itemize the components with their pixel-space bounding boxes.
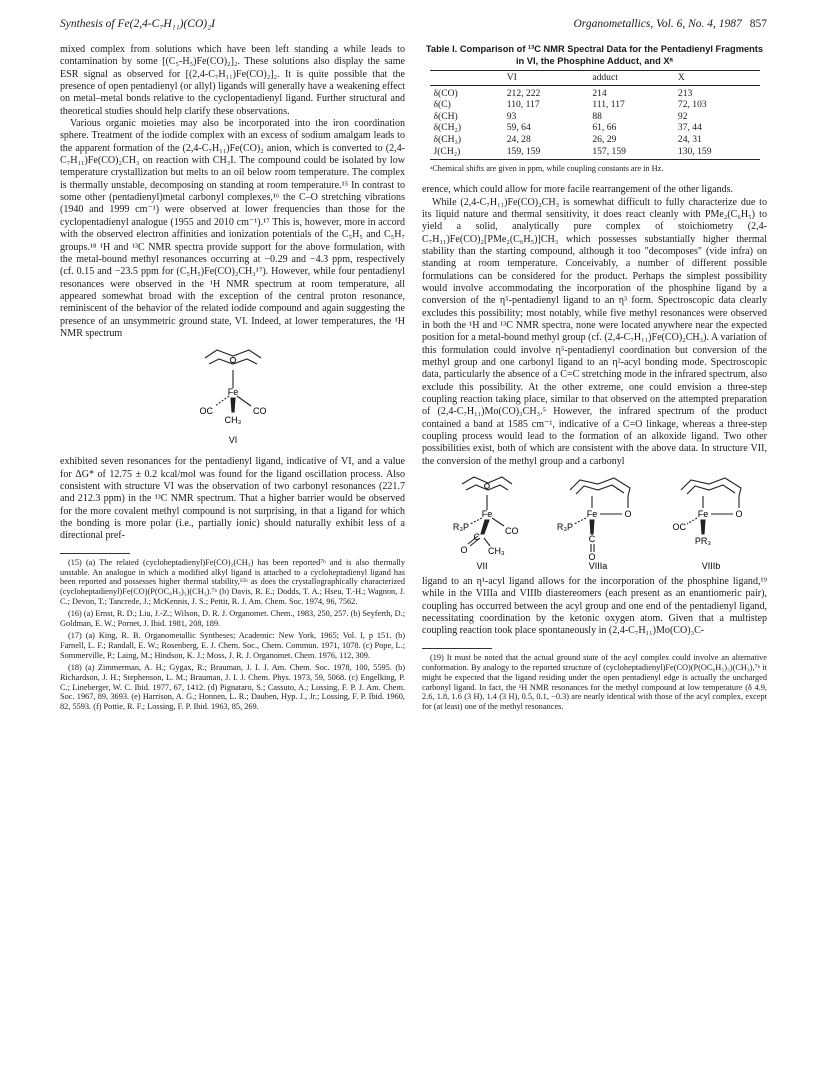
footnotes-left	[60, 558, 405, 713]
running-head-journal	[574, 18, 768, 30]
right-column	[422, 44, 767, 714]
fe-ch3-wedge	[231, 398, 235, 412]
footnote-15: (15) (a) The related (cycloheptadienyl)Fe(CO)₂(CH₃) has been reported⁷ᵇ and is also thermally unstable. An analogue in which a modified alkyl ligand is attached to a cycloheptadienyl ligand has been reported and possesses higher thermal stability,¹⁵ᵇ as does the crystallographically characterized (cycloheptadienyl)Fe(CO)(P(OC₆H₅)₃)(CH₃).⁷ᵇ (b) Davis, R. E.; Dodds, T. A.; Hseu, T.-H.; Wagnon, J. C.; Devon, T.; Tancrede, J.; McKennis, J. S.; Pettit, R. J. Am. Chem. Soc. 1974, 96, 7562.	[60, 557, 405, 607]
ring-center-dot	[230, 358, 235, 363]
atom-o2: O	[587, 552, 596, 563]
atom-c: C	[473, 532, 480, 543]
structure-label-viiib: VIIIb	[701, 561, 721, 572]
paragraph: Various organic moieties may also be incorporated into the iron coordination sphere. Treatment of the iodide complex with an excess of sodium amalgam leads to the apparent formation of the (2,4-C₇H₁₁)Fe(CO)₂ anion, which is converted to (2,4-C₇H₁₁)Fe(CO)₂CH₃ on reaction with CH₃I. The compound could be isolated by low temperature crystallization but melts to an oil below room temperature. The complex is thermally unstable, decomposing on standing at room temperature.¹⁵ In contrast to some other (pentadienyl)metal carbonyl complexes,¹⁶ the C–O stretching vibrations (1940 and 1999 cm⁻¹) were observed at lower frequencies than those for the cyclopentadienyl analogue (1955 and 2010 cm⁻¹).¹⁷ This is, however, more in accord with the observed electron affinities and ionization potentials of the C₅H₅ and C₅H₇ groups.¹⁸ ¹H and ¹³C NMR spectra provide support for the above formulation, with the metal-bound methyl resonances occurring at −0.29 and −4.3 ppm, respectively (cf. 0.15 and −23.5 ppm for (C₅H₅)Fe(CO)₂CH₃¹⁷). However, while four pentadienyl resonances were observed in the ¹H NMR spectrum at room temperature, all appeared somewhat broad with the exception of the central proton resonance, reminiscent of the behavior of the related iodide compound and again suggesting the presence of an unsymmetric ground state, VI. Indeed, at lower temperatures, the ¹H NMR spectrum	[60, 118, 405, 339]
atom-co: CO	[252, 406, 266, 417]
atom-pr3: PR₃	[694, 536, 712, 547]
structure-vii	[432, 474, 532, 572]
nmr-table	[430, 70, 760, 160]
table-header-row	[430, 71, 760, 86]
fe-co-bond	[687, 518, 697, 524]
table-row	[430, 122, 760, 134]
atom-o: O	[460, 545, 468, 556]
atom-r3p: R₃P	[556, 522, 573, 533]
paragraph: While (2,4-C₇H₁₁)Fe(CO)₂CH₃ is somewhat difficult to fully characterize due to its liquid nature and thermal sensitivity, it does react cleanly with PMe₂(C₆H₅) to yield a solid, analytically pure complex of stoichiometry (2,4-C₇H₁₁)Fe(CO)₂[PMe₂(C₆H₅)]CH₃ which possesses substantially higher thermal stability than the starting compound, although it too "decomposes" (vide infra) on standing at room temperature. Conceivably, a number of different possible formulations can be considered for the product. Perhaps the simplest possibility would involve accommodating the incorporation of the phosphine ligand by a conversion of the η⁵-pentadienyl ligand to an η³ form. Spectroscopic data clearly excludes this possibility; most notably, while five methyl resonances were observed in both the ¹H and ¹³C NMR spectra, none were located anywhere near the expected position for a metal-bound methyl group (cf. (2,4-C₇H₁₁)Fe(CO)₂CH₃). A variation of this formulation could involve η⁵-pentadienyl coordination but conversion of the methyl group and one carbonyl ligand to an η²-acyl bonding mode. Spectroscopic data, particularly the absence of a C=C stretching mode in the infrared spectrum, also exclude this possibility. At the other extreme, one could envision a three-step coupling reaction taking place, similar to that observed on the attempted preparation of (2,4-C₇H₁₁)Mo(CO)₃CH₃.⁵ However, the infrared spectrum of the product contained a band at 1585 cm⁻¹, indicative of a C=O linkage, whereas a three-step coupling process would lead to the formation of an alkoxide ligand. Two other possibilities exist, both of which are consistent with the above data. In structure VII, the conversion of the methyl group and a carbonyl	[422, 196, 767, 467]
table-cell: 24, 31	[677, 133, 702, 145]
table-cell: 72, 103	[677, 99, 707, 111]
table-header-cell: VI	[503, 71, 589, 86]
table-cell: 214	[592, 87, 607, 99]
structure-label-vii: VII	[476, 561, 488, 572]
paragraph: erence, which could allow for more facile rearrangement of the other ligands.	[422, 184, 734, 196]
fe-p-wedge	[701, 520, 705, 534]
footnote-rule	[60, 553, 130, 554]
footnote-rule	[422, 648, 492, 649]
table-row	[430, 99, 760, 111]
table-cell: 26, 29	[592, 133, 617, 145]
fe-co-bond	[492, 518, 504, 526]
table-header-cell: adduct	[588, 71, 674, 86]
table-i	[422, 44, 767, 174]
table-cell: 93	[506, 110, 517, 122]
atom-o: O	[735, 509, 743, 520]
atom-r3p: R₃P	[452, 522, 469, 533]
structure-vi	[173, 346, 293, 450]
fe-p-bond	[574, 518, 586, 524]
table-cell: 157, 159	[588, 146, 674, 160]
footnote-16: (16) (a) Ernst, R. D.; Liu, J.-Z.; Wilson, D. R. J. Organomet. Chem., 1983, 250, 257. (b) Seyferth, D.; Goldman, E. W.; Pornet, J. Ibid. 1981, 208, 189.	[60, 609, 405, 629]
fe-co-left-bond	[215, 396, 229, 406]
atom-co: CO	[505, 526, 519, 537]
table-cell: δ(CH₂)	[433, 122, 462, 134]
footnotes-right	[422, 653, 767, 712]
fe-acyl-wedge	[481, 520, 489, 534]
fe-co-wedge	[590, 520, 594, 534]
table-cell: δ(CH₃)	[433, 133, 462, 145]
pentadienyl-ring-bottom	[209, 359, 257, 364]
table-cell: 110, 117	[506, 99, 540, 111]
footnote-17: (17) (a) King, R. B. Organometallic Syntheses; Academic: New York, 1965; Vol. I, p 151. (b) Farnell, L. F.; Randall, E. W.; Rosenberg, E. J. Chem. Soc., Chem. Commun. 1971, 1078. (c) Pope, L.; Sommerville, P.; Laing, M.; Hindson, K. J.; Moss, J. R. J. Organomet. Chem. 1976, 112, 309.	[60, 631, 405, 660]
table-cell: 111, 117	[592, 99, 625, 111]
pentadienyl-ring-bottom	[466, 485, 508, 490]
atom-o: O	[623, 509, 632, 520]
structure-label-viiia: VIIIa	[588, 561, 607, 572]
table-cell: 88	[592, 110, 602, 122]
dienyl-chain	[681, 478, 741, 496]
journal-citation: Organometallics, Vol. 6, No. 4, 1987	[573, 18, 742, 30]
table-cell: 159, 159	[503, 146, 589, 160]
fe-co-right-bond	[237, 396, 251, 406]
dienyl-chain-inner	[576, 485, 624, 494]
atom-fe: Fe	[227, 387, 238, 398]
table-cell: δ(CH)	[433, 110, 458, 122]
atom-ch3: CH₃	[224, 415, 241, 426]
pentadienyl-ring-top	[205, 350, 261, 358]
table-cell: 213	[677, 87, 693, 99]
fe-p-bond	[470, 518, 482, 524]
table-row	[430, 146, 760, 160]
table-row	[430, 134, 760, 146]
atom-fe: Fe	[481, 509, 493, 520]
atom-fe: Fe	[586, 509, 597, 520]
table-cell: δ(CO)	[433, 87, 458, 99]
table-row	[430, 111, 760, 123]
acyl-ch3-bond	[484, 538, 490, 546]
structure-viiib	[661, 474, 761, 572]
table-cell: 37, 44	[677, 122, 702, 134]
table-cell: 92	[677, 110, 688, 122]
structure-viiia	[542, 474, 652, 572]
table-cell: 61, 66	[592, 122, 617, 134]
atom-oc: OC	[672, 522, 686, 533]
dienyl-chain-inner	[687, 485, 735, 494]
table-title: Table I. Comparison of ¹³C NMR Spectral Data for the Pentadienyl Fragments in VI, the Phosphine Adduct, and Xᵃ	[425, 44, 764, 66]
table-row	[430, 85, 760, 99]
footnote-18: (18) (a) Zimmerman, A. H.; Gygax, R.; Brauman, J. I. J. Am. Chem. Soc. 1978, 100, 5595. (b) Richardson, J. H.; Stephenson, L. M.; Brauman, J. I. J. Chem. Phys. 1973, 59, 5068. (c) Engelking, P. C.; Lineberger, W. C. Ibid. 1977, 67, 1412. (d) Pignataro, S.; Cassuto, A.; Lossing, F. P. J. Am. Chem. Soc. 1967, 89, 3693. (e) Harrison, A. G.; Honnen, L. R.; Dauben, Hyp. J., Jr.; Lossing, F. P. Ibid. 1960, 82, 5593. (f) Pottie, R. F.; Lossing, F. P. Ibid. 1963, 85, 269.	[60, 662, 405, 712]
table-cell: 24, 28	[506, 133, 531, 145]
table-cell: J(CH₂)	[430, 146, 503, 160]
table-header-cell	[430, 71, 503, 86]
structures-vii-viii	[432, 474, 761, 572]
page-number: 857	[749, 18, 767, 30]
atom-oc: OC	[199, 406, 213, 417]
atom-fe: Fe	[697, 509, 709, 520]
ring-center-dot	[485, 484, 490, 489]
table-footnote: ᵃChemical shifts are given in ppm, while coupling constants are in Hz.	[430, 164, 664, 174]
left-column	[60, 44, 405, 714]
table-cell: 212, 222	[506, 87, 541, 99]
footnote-19: (19) It must be noted that the actual ground state of the acyl complex could involve an alternative conformation. By analogy to the reported structure of (cycloheptadienyl)Fe(CO)(P(OC₆H₅)₃)(CH₃),⁷ᵇ it might be expected that the ligand residing under the open pentadienyl edge is actually the uncharged carbonyl ligand. In fact, the ¹H NMR resonances for the methyl compound at low temperature (δ 4.9, 2.6, 1.8, 1.6 (3 H), 1.4 (3 H), 0.5, 0.1, −0.3) are nearly identical with those of the acyl complex, except for (at least) one of the methyl resonances.	[422, 652, 767, 712]
table-header-cell: X	[674, 71, 760, 86]
table-cell: δ(C)	[433, 99, 451, 111]
dienyl-chain	[570, 478, 630, 496]
atom-c: C	[588, 534, 595, 545]
atom-ch3: CH₃	[488, 546, 505, 557]
paragraph: exhibited seven resonances for the pentadienyl ligand, indicative of VI, and a value for ΔG* of 12.75 ± 0.2 kcal/mol was found for the ligand oscillation process. Also consistent with structure VI was the observation of two carbonyl resonances (221.7 and 212.3 ppm) in the ¹³C NMR spectrum. That a higher barrier would be observed for the more covalent methyl compound is not surprising, in that a ligand for which the bonding is more polar (i.e., partially ionic) should naturally exhibit less of a directional pref-	[60, 456, 405, 542]
table-cell: 130, 159	[674, 146, 760, 160]
table-cell: 59, 64	[506, 122, 531, 134]
structure-label-vi: VI	[228, 435, 237, 446]
paragraph: mixed complex from solutions which have been left standing a while leads to contamination by some [(C₅-H₅)Fe(CO)₂]₂. These solutions also display the same ESR signal as observed for [(2,4-C₇H₁₁)Fe(CO)₂]₂. It is quite possible that the presence of open pentadienyl (or allyl) ligands will generally have a weakening effect on metal–metal bonds relative to the cyclopentadienyl ligand. Further structural and theoretical studies should help clarify these observations.	[60, 44, 405, 117]
pentadienyl-ring-top	[462, 477, 512, 484]
paragraph: ligand to an η¹-acyl ligand allows for the incorporation of the phosphine ligand,¹⁹ while in the VIIIa and VIIIb diastereomers (each present as an enantiomeric pair), coupling has occurred between the acyl group and one end of the pentadienyl ligand, necessitating coordination by the ketonic oxygen atom. Given that a multistep coupling reaction took place spontaneously in (2,4-C₇H₁₁)Mo(CO)₃C-	[422, 576, 767, 637]
running-head-title: Synthesis of Fe(2,4-C₇H₁₁)(CO)₂I	[60, 18, 215, 30]
